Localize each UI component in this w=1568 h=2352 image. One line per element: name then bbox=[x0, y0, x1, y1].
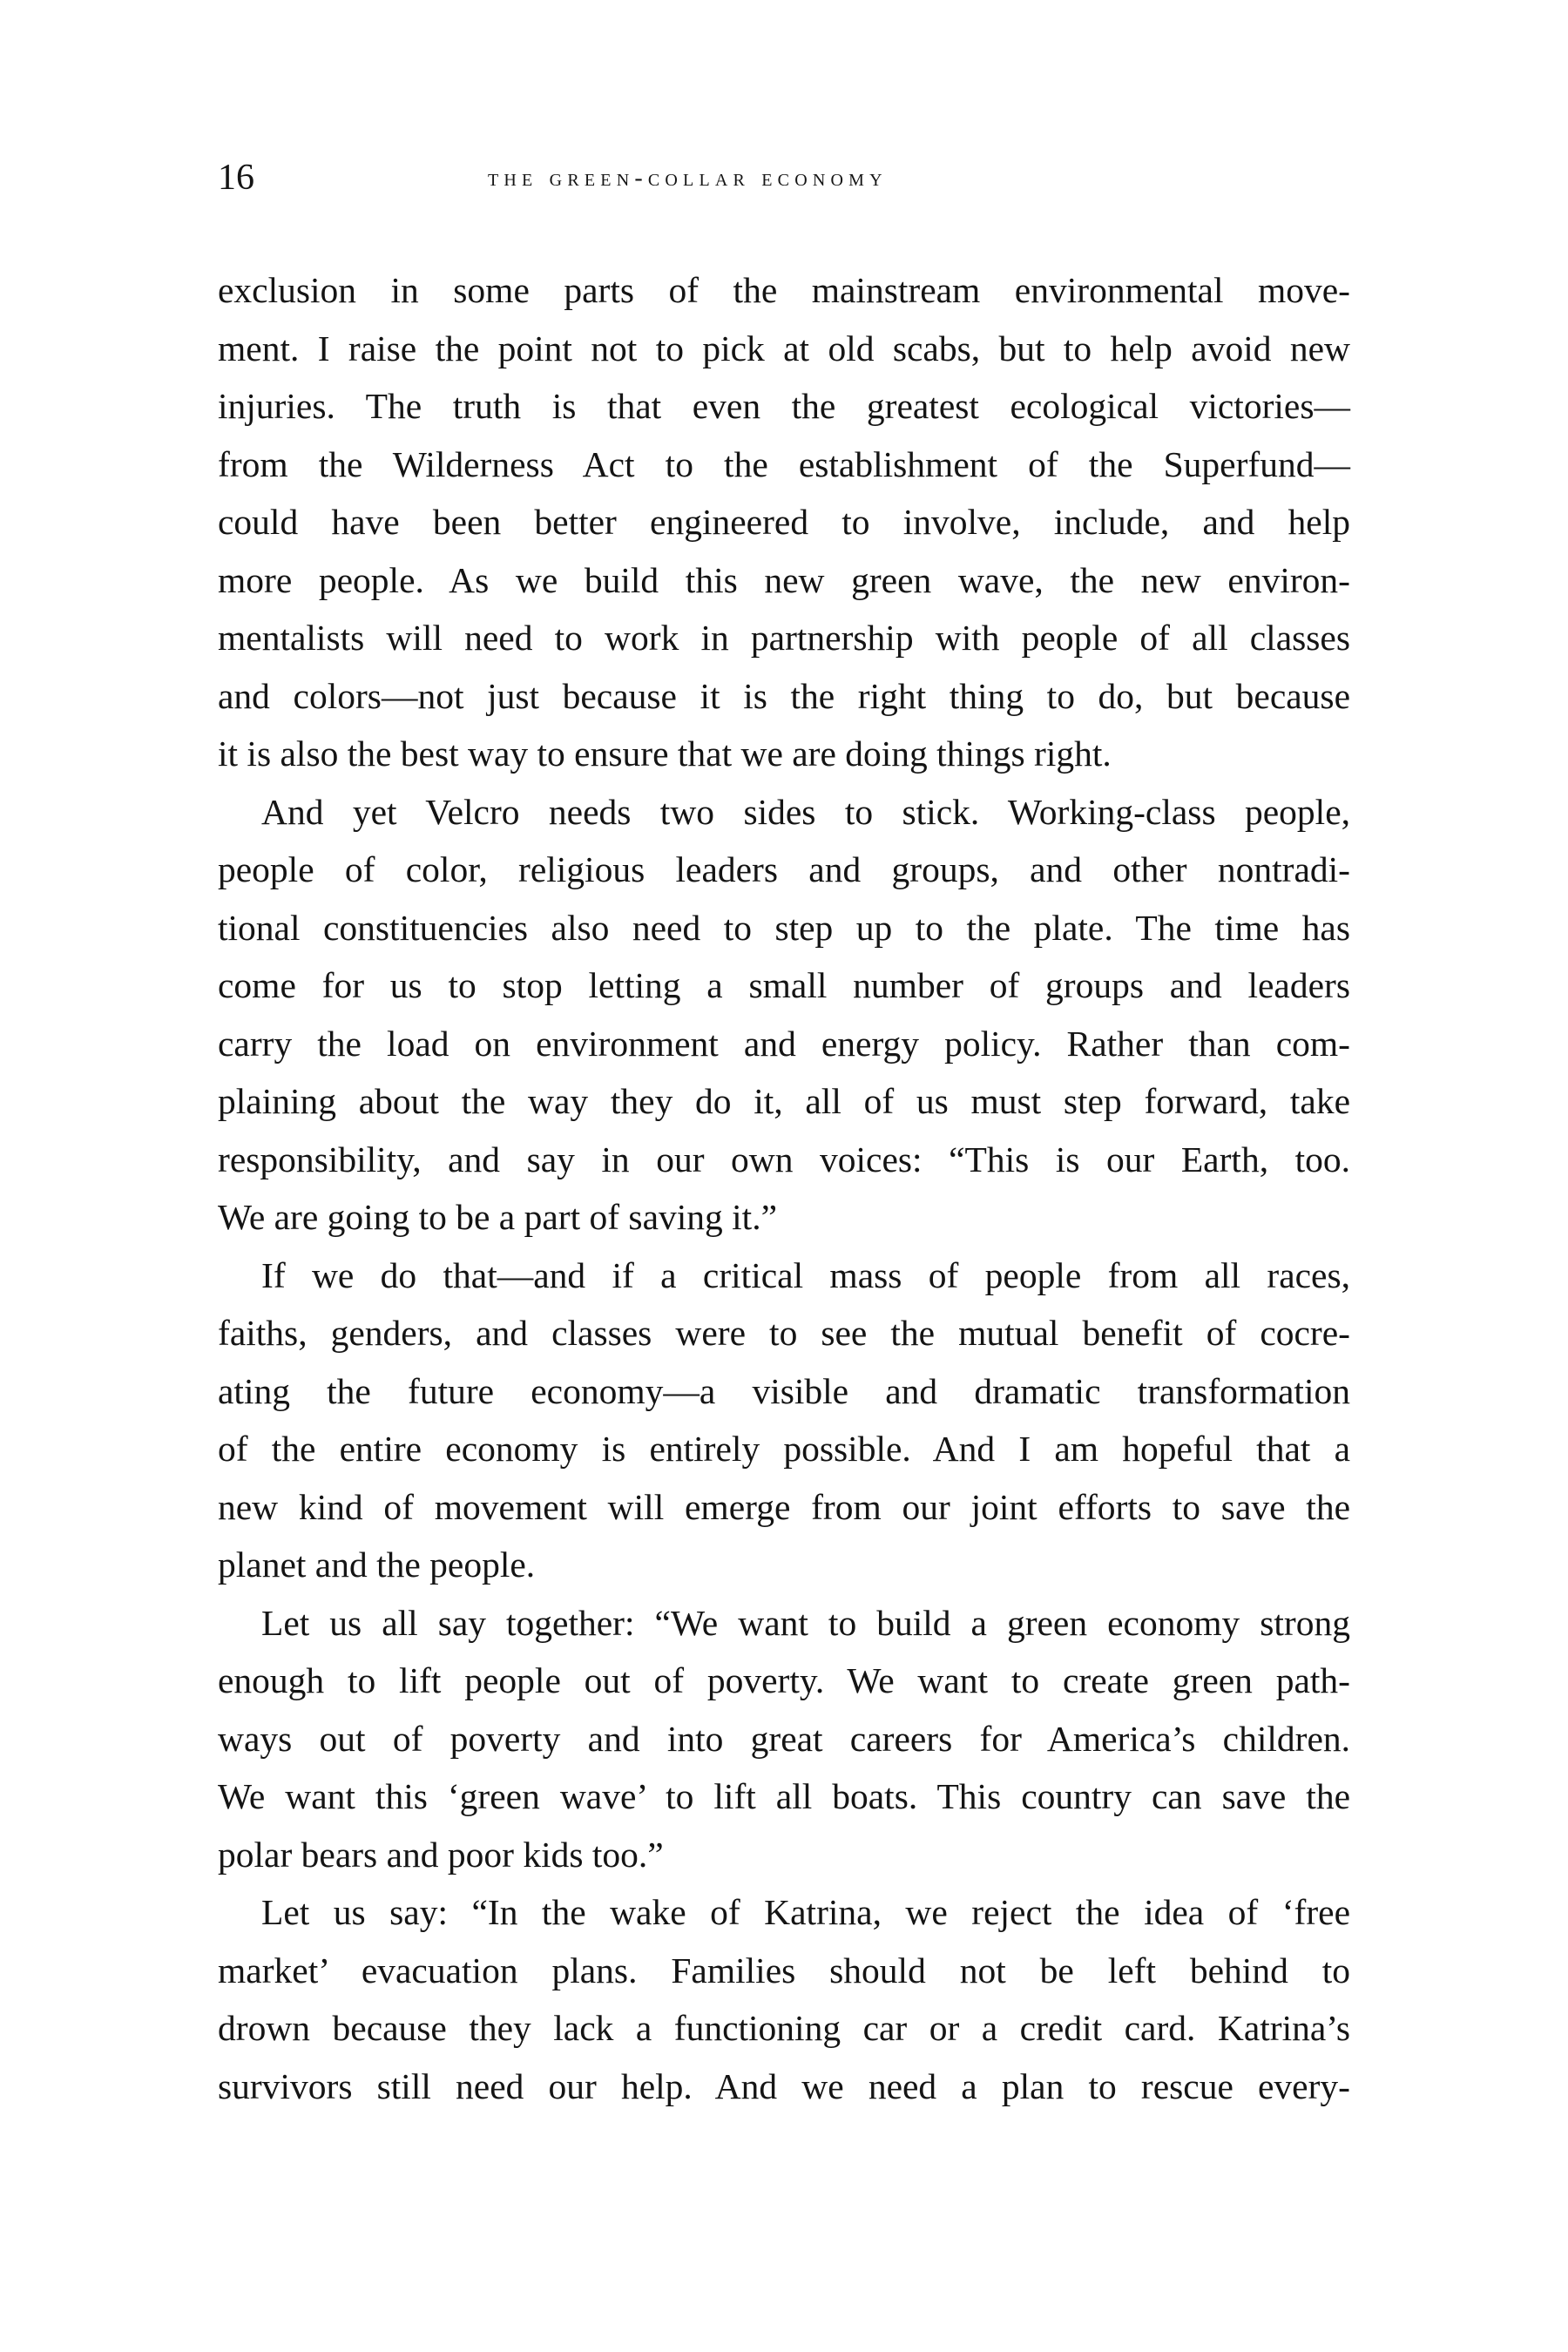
text-line: If we do that—and if a critical mass of people from all races, bbox=[261, 1254, 1350, 1295]
text-line: ment. I raise the point not to pick at old scabs, but to help avoid new bbox=[218, 328, 1350, 368]
text-line: Let us say: “In the wake of Katrina, we reject the idea of ‘free bbox=[261, 1892, 1350, 1932]
text-line: survivors still need our help. And we need a plan to rescue every- bbox=[218, 2065, 1350, 2106]
text-line: faiths, genders, and classes were to see the mutual benefit of cocre- bbox=[218, 1313, 1350, 1353]
text-line: exclusion in some parts of the mainstream environmental move- bbox=[218, 270, 1350, 310]
text-line: injuries. The truth is that even the greatest ecological victories— bbox=[218, 386, 1350, 426]
text-line: carry the load on environment and energy policy. Rather than com- bbox=[218, 1023, 1350, 1064]
text-line: Let us all say together: “We want to build a green economy strong bbox=[261, 1602, 1350, 1643]
text-line: from the Wilderness Act to the establishment of the Superfund— bbox=[218, 443, 1350, 484]
text-line: it is also the best way to ensure that we are doing things right. bbox=[218, 733, 1112, 774]
text-line: mentalists will need to work in partnership with people of all classes bbox=[218, 618, 1350, 658]
text-line: polar bears and poor kids too.” bbox=[218, 1834, 664, 1875]
page-number: 16 bbox=[218, 158, 254, 198]
text-line: come for us to stop letting a small number of groups and leaders bbox=[218, 965, 1350, 1005]
text-line: people of color, religious leaders and groups, and other nontradi- bbox=[218, 849, 1350, 889]
text-line: And yet Velcro needs two sides to stick. Working-class people, bbox=[261, 791, 1350, 832]
text-line: plaining about the way they do it, all of us must step forward, take bbox=[218, 1081, 1350, 1121]
text-line: responsibility, and say in our own voices: “This is our Earth, too. bbox=[218, 1139, 1350, 1179]
text-line: ways out of poverty and into great careers for America’s children. bbox=[218, 1718, 1350, 1759]
text-line: market’ evacuation plans. Families should not be left behind to bbox=[218, 1950, 1350, 1990]
text-line: of the entire economy is entirely possible. And I am hopeful that a bbox=[218, 1429, 1350, 1469]
text-line: We are going to be a part of saving it.” bbox=[218, 1197, 777, 1237]
body-text bbox=[218, 261, 1350, 2115]
text-line: enough to lift people out of poverty. We want to create green path- bbox=[218, 1660, 1350, 1700]
text-line: tional constituencies also need to step up to the plate. The time has bbox=[218, 907, 1350, 948]
text-line: drown because they lack a functioning car or a credit card. Katrina’s bbox=[218, 2008, 1350, 2048]
running-head bbox=[218, 152, 1350, 204]
text-line: could have been better engineered to involve, include, and help bbox=[218, 502, 1350, 542]
text-line: and colors—not just because it is the right thing to do, but because bbox=[218, 675, 1350, 716]
text-line: new kind of movement will emerge from our joint efforts to save the bbox=[218, 1486, 1350, 1527]
book-title: the green-collar economy bbox=[488, 165, 888, 192]
text-line: We want this ‘green wave’ to lift all boats. This country can save the bbox=[218, 1776, 1350, 1816]
text-line: ating the future economy—a visible and dramatic transformation bbox=[218, 1370, 1350, 1411]
text-line: more people. As we build this new green wave, the new environ- bbox=[218, 559, 1350, 600]
text-line: planet and the people. bbox=[218, 1544, 536, 1585]
